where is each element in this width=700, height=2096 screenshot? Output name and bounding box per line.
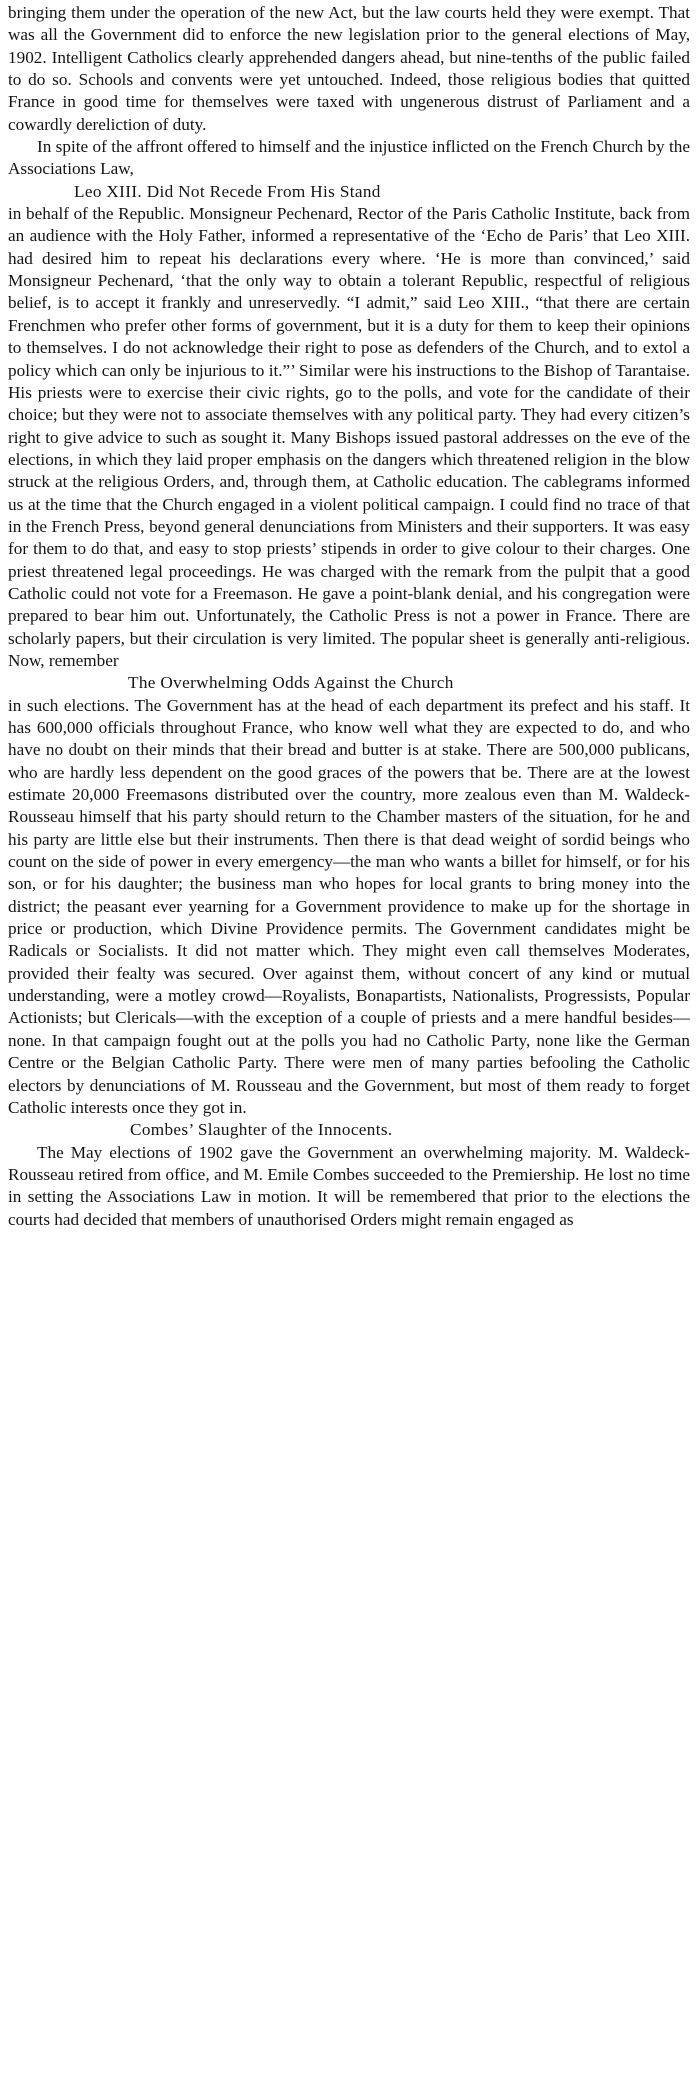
body-paragraph-4: in such elections. The Government has at the head of each department its prefect and his staff. It has 600,000 officials throughout France, who know well what they are expected to do, and who have no doubt on their minds that their bread and butter is at stake. There are 500,000 publicans, who are hardly less dependent on the good graces of the powers that be. There are at the lowest estimate 20,000 Freemasons distributed over the country, more zealous even than M. Waldeck-Rousseau himself that his party should return to the Chamber masters of the situation, for he and his party are little else but their instruments. Then there is that dead weight of sordid beings who count on the side of power in every emergency—the man who wants a billet for himself, or for his son, or for his daughter; the business man who hopes for local grants to bring money into the district; the peasant ever yearning for a Government providence to make up for the shortage in price or production, which Divine Providence permits. The Government candidates might be Radicals or Socialists. It did not matter which. They might even call themselves Moderates, provided their fealty was secured. Over against them, without concert of any kind or mutual understanding, were a motley crowd—Royalists, Bonapartists, Nationalists, Progressists, Popular Actionists; but Clericals—with the exception of a couple of priests and a mere handful besides—none. In that campaign fought out at the polls you had no Catholic Party, none like the German Centre or the Belgian Catholic Party. There were men of many parties befooling the Catholic electors by denunciations of M. Rousseau and the Government, but most of them ready to forget Catholic interests once they got in. bbox=[8, 695, 690, 1117]
subheading-overwhelming-odds: The Overwhelming Odds Against the Church bbox=[128, 673, 454, 693]
subheading-leo-xiii: Leo XIII. Did Not Recede From His Stand bbox=[74, 181, 381, 201]
body-paragraph-5: The May elections of 1902 gave the Government an overwhelming majority. M. Waldeck-Rousseau retired from office, and M. Emile Combes succeeded to the Premiership. He lost no time in setting the Associations Law in motion. It will be remembered that prior to the elections the courts had decided that members of unauthorised Orders might remain engaged as bbox=[8, 1142, 690, 1229]
body-paragraph-3: in behalf of the Republic. Monsigneur Pechenard, Rector of the Paris Catholic Institute, back from an audience with the Holy Father, informed a representative of the ‘Echo de Paris’ that Leo XIII. had desired him to repeat his declarations every where. ‘He is more than convinced,’ said Monsigneur Pechenard, ‘that the only way to obtain a tolerant Republic, respectful of religious belief, is to accept it frankly and unreservedly. “I admit,” said Leo XIII., “that there are certain Frenchmen who prefer other forms of government, but it is a duty for them to keep their opinions to themselves. I do not acknowledge their right to pose as defenders of the Church, and to extol a policy which can only be injurious to it.”’ Similar were his instructions to the Bishop of Tarantaise. His priests were to exercise their civic rights, go to the polls, and vote for the candidate of their choice; but they were not to associate themselves with any political party. They had every citizen’s right to give advice to such as sought it. Many Bishops issued pastoral addresses on the eve of the elections, in which they laid proper emphasis on the dangers which threatened religion in the blow struck at the religious Orders, and, through them, at Catholic education. The cablegrams informed us at the time that the Church engaged in a violent political campaign. I could find no trace of that in the French Press, beyond general denunciations from Ministers and their supporters. It was easy for them to do that, and easy to stop priests’ stipends in order to give colour to their charges. One priest threatened legal proceedings. He was charged with the remark from the pulpit that a good Catholic could not vote for a Freemason. He gave a point-blank denial, and his congregation were prepared to bear him out. Unfortunately, the Catholic Press is not a power in France. There are scholarly papers, but their circulation is very limited. The popular sheet is generally anti-religious. Now, remember bbox=[8, 204, 690, 670]
body-paragraph-1: bringing them under the operation of the new Act, but the law courts held they were exempt. That was all the Government did to enforce the new legislation prior to the general elections of May, 1902. Intelligent Catholics clearly apprehended dangers ahead, but nine-tenths of the public failed to do so. Schools and convents were yet untouched. Indeed, those religious bodies that quitted France in good time for themselves were taxed with ungenerous distrust of Parliament and a cowardly dereliction of duty. bbox=[8, 3, 690, 134]
subheading-combes-slaughter: Combes’ Slaughter of the Innocents. bbox=[130, 1120, 393, 1140]
body-paragraph-2: In spite of the affront offered to himself and the injustice inflicted on the French Church by the Associations Law, bbox=[8, 137, 690, 179]
